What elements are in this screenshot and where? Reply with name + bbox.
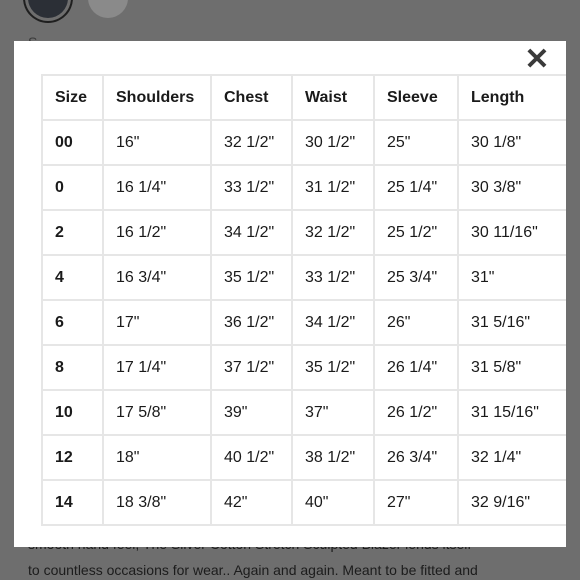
cell-size: 4 — [42, 255, 103, 300]
cell-length: 31 15/16" — [458, 390, 566, 435]
cell-sleeve: 26 1/4" — [374, 345, 458, 390]
cell-length: 30 1/8" — [458, 120, 566, 165]
cell-waist: 32 1/2" — [292, 210, 374, 255]
size-chart-modal — [14, 41, 566, 547]
header-length: Length — [458, 75, 566, 120]
cell-chest: 42" — [211, 480, 292, 525]
cell-chest: 37 1/2" — [211, 345, 292, 390]
cell-sleeve: 25 1/4" — [374, 165, 458, 210]
cell-shoulders: 18" — [103, 435, 211, 480]
cell-size: 2 — [42, 210, 103, 255]
table-row — [42, 255, 566, 300]
table-row — [42, 165, 566, 210]
table-row — [42, 345, 566, 390]
cell-length: 30 3/8" — [458, 165, 566, 210]
product-description-line-2: to countless occasions for wear.. Again and again. Meant to be fitted and — [28, 562, 478, 578]
header-sleeve: Sleeve — [374, 75, 458, 120]
cell-length: 30 11/16" — [458, 210, 566, 255]
cell-shoulders: 16 1/4" — [103, 165, 211, 210]
cell-waist: 37" — [292, 390, 374, 435]
table-row — [42, 480, 566, 525]
cell-chest: 34 1/2" — [211, 210, 292, 255]
cell-shoulders: 16 3/4" — [103, 255, 211, 300]
table-row — [42, 300, 566, 345]
cell-size: 00 — [42, 120, 103, 165]
cell-waist: 38 1/2" — [292, 435, 374, 480]
cell-size: 8 — [42, 345, 103, 390]
cell-shoulders: 16" — [103, 120, 211, 165]
table-row — [42, 435, 566, 480]
cell-sleeve: 26" — [374, 300, 458, 345]
cell-length: 31" — [458, 255, 566, 300]
cell-size: 12 — [42, 435, 103, 480]
color-swatch-gray[interactable] — [88, 0, 128, 18]
header-waist: Waist — [292, 75, 374, 120]
color-swatch-navy[interactable] — [28, 0, 68, 18]
cell-chest: 36 1/2" — [211, 300, 292, 345]
cell-waist: 33 1/2" — [292, 255, 374, 300]
table-header-row — [42, 75, 566, 120]
size-chart-table — [41, 74, 566, 526]
table-body — [42, 120, 566, 525]
cell-chest: 39" — [211, 390, 292, 435]
header-size: Size — [42, 75, 103, 120]
cell-waist: 35 1/2" — [292, 345, 374, 390]
cell-sleeve: 26 1/2" — [374, 390, 458, 435]
cell-chest: 40 1/2" — [211, 435, 292, 480]
cell-waist: 30 1/2" — [292, 120, 374, 165]
table-row — [42, 210, 566, 255]
cell-chest: 32 1/2" — [211, 120, 292, 165]
cell-sleeve: 26 3/4" — [374, 435, 458, 480]
cell-sleeve: 25 3/4" — [374, 255, 458, 300]
cell-size: 14 — [42, 480, 103, 525]
cell-shoulders: 17" — [103, 300, 211, 345]
cell-size: 6 — [42, 300, 103, 345]
cell-chest: 35 1/2" — [211, 255, 292, 300]
cell-length: 32 9/16" — [458, 480, 566, 525]
cell-size: 10 — [42, 390, 103, 435]
cell-size: 0 — [42, 165, 103, 210]
cell-sleeve: 25" — [374, 120, 458, 165]
cell-length: 32 1/4" — [458, 435, 566, 480]
cell-waist: 34 1/2" — [292, 300, 374, 345]
header-shoulders: Shoulders — [103, 75, 211, 120]
table-row — [42, 120, 566, 165]
cell-chest: 33 1/2" — [211, 165, 292, 210]
cell-shoulders: 16 1/2" — [103, 210, 211, 255]
cell-sleeve: 25 1/2" — [374, 210, 458, 255]
cell-length: 31 5/16" — [458, 300, 566, 345]
cell-shoulders: 17 5/8" — [103, 390, 211, 435]
cell-waist: 40" — [292, 480, 374, 525]
cell-shoulders: 18 3/8" — [103, 480, 211, 525]
table-row — [42, 390, 566, 435]
cell-sleeve: 27" — [374, 480, 458, 525]
cell-shoulders: 17 1/4" — [103, 345, 211, 390]
cell-length: 31 5/8" — [458, 345, 566, 390]
cell-waist: 31 1/2" — [292, 165, 374, 210]
header-chest: Chest — [211, 75, 292, 120]
close-icon[interactable]: ✕ — [524, 43, 550, 76]
size-chart-scroll-area[interactable] — [41, 74, 566, 526]
